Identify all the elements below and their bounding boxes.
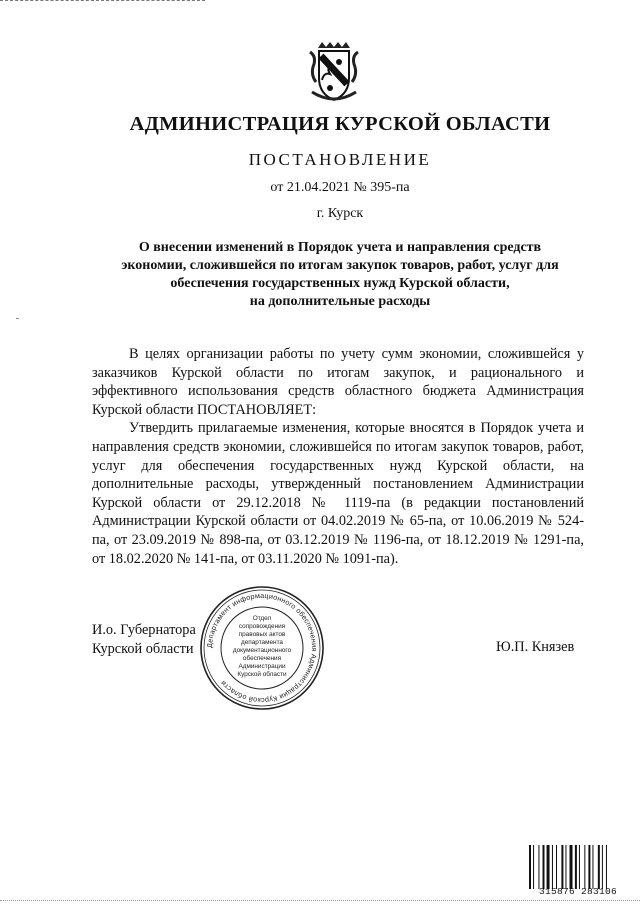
scan-edge-line — [0, 0, 205, 1]
document-body — [92, 345, 584, 568]
organization-title: АДМИНИСТРАЦИЯ КУРСКОЙ ОБЛАСТИ — [129, 113, 551, 135]
stamp-center-line: Курской области — [237, 671, 287, 678]
stamp-center-line: сопровождения — [238, 623, 286, 630]
signatory-role-line: Курской области — [92, 640, 194, 657]
barcode-bar — [561, 845, 563, 889]
body-paragraph: Утвердить прилагаемые изменения, которые вносятся в Порядок учета и направления средств экономии, сложившейся по итогам закупок товаров, работ, услуг для обеспечения государственных нужд Курской области, на дополнительные расходы, утвержденный постановлением Администрации Курской области от 29.12.2018 № 1119-па (в редакции постановлений Администрации Курской области от 04.02.2019 № 65-па, от 10.06.2019 № 524-па, от 23.09.2019 № 898-па, от 03.12.2019 № 1196-па, от 18.12.2019 № 1291-па, от 18.02.2020 № 141-па, от 03.11.2020 № 1091-па). — [92, 420, 584, 567]
heading-line: О внесении изменений в Порядок учета и направления средств — [138, 240, 542, 255]
official-stamp — [198, 584, 326, 712]
stamp-center-line: обеспечения — [242, 655, 282, 662]
barcode-bar — [538, 845, 539, 889]
body-paragraph: В целях организации работы по учету сумм экономии, сложившейся у заказчиков Курской области по итогам закупок, и рационального и эффективного использования средств областного бюджета Администрация Курской области ПОСТАНОВЛЯЕТ: — [92, 346, 584, 418]
heading-line: на дополнительные расходы — [249, 294, 431, 309]
barcode-bar — [592, 845, 593, 889]
stamp-center-line: документационного — [232, 647, 292, 654]
barcode-bar — [533, 845, 534, 889]
signatory-role-line: И.о. Губернатора — [92, 622, 196, 638]
heading-line: обеспечения государственных нужд Курской области, — [170, 276, 510, 291]
signatory-role — [92, 621, 196, 658]
document-type: ПОСТАНОВЛЕНИЕ — [248, 150, 432, 169]
stamp-center-line: Администрации — [238, 663, 286, 670]
barcode-icon — [529, 845, 625, 889]
barcode-bar — [529, 845, 531, 889]
document-city: г. Курск — [316, 206, 364, 221]
barcode-bar — [570, 845, 573, 889]
barcode-bar — [602, 845, 603, 889]
barcode-bar — [547, 845, 550, 889]
document-heading — [90, 239, 590, 311]
scan-mark — [16, 318, 19, 319]
barcode-bar — [579, 845, 580, 889]
barcode-bar — [552, 845, 553, 889]
document-date-number: от 21.04.2021 № 395-па — [270, 180, 410, 195]
barcode-bar — [565, 845, 566, 889]
stamp-center-line: Отдел — [252, 615, 272, 622]
barcode-number: 315876 283106 — [538, 886, 617, 897]
barcode-bar — [584, 845, 585, 889]
stamp-center-line: правовых актов — [238, 631, 286, 638]
coat-of-arms-icon — [306, 42, 362, 104]
barcode-bar — [575, 845, 577, 889]
barcode-bar — [606, 845, 607, 889]
heading-line: экономии, сложившейся по итогам закупок товаров, работ, услуг для — [121, 258, 559, 273]
signatory-name: Ю.П. Князев — [496, 639, 575, 655]
barcode-bar — [556, 845, 557, 889]
barcode-bar — [543, 845, 545, 889]
stamp-ring-text: Департамент информационного обеспечения Администрации Курской области — [204, 590, 320, 706]
barcode-bar — [598, 845, 600, 889]
barcode-bar — [588, 845, 590, 889]
stamp-center-line: департамента — [240, 639, 284, 646]
scan-edge-line — [0, 900, 640, 901]
